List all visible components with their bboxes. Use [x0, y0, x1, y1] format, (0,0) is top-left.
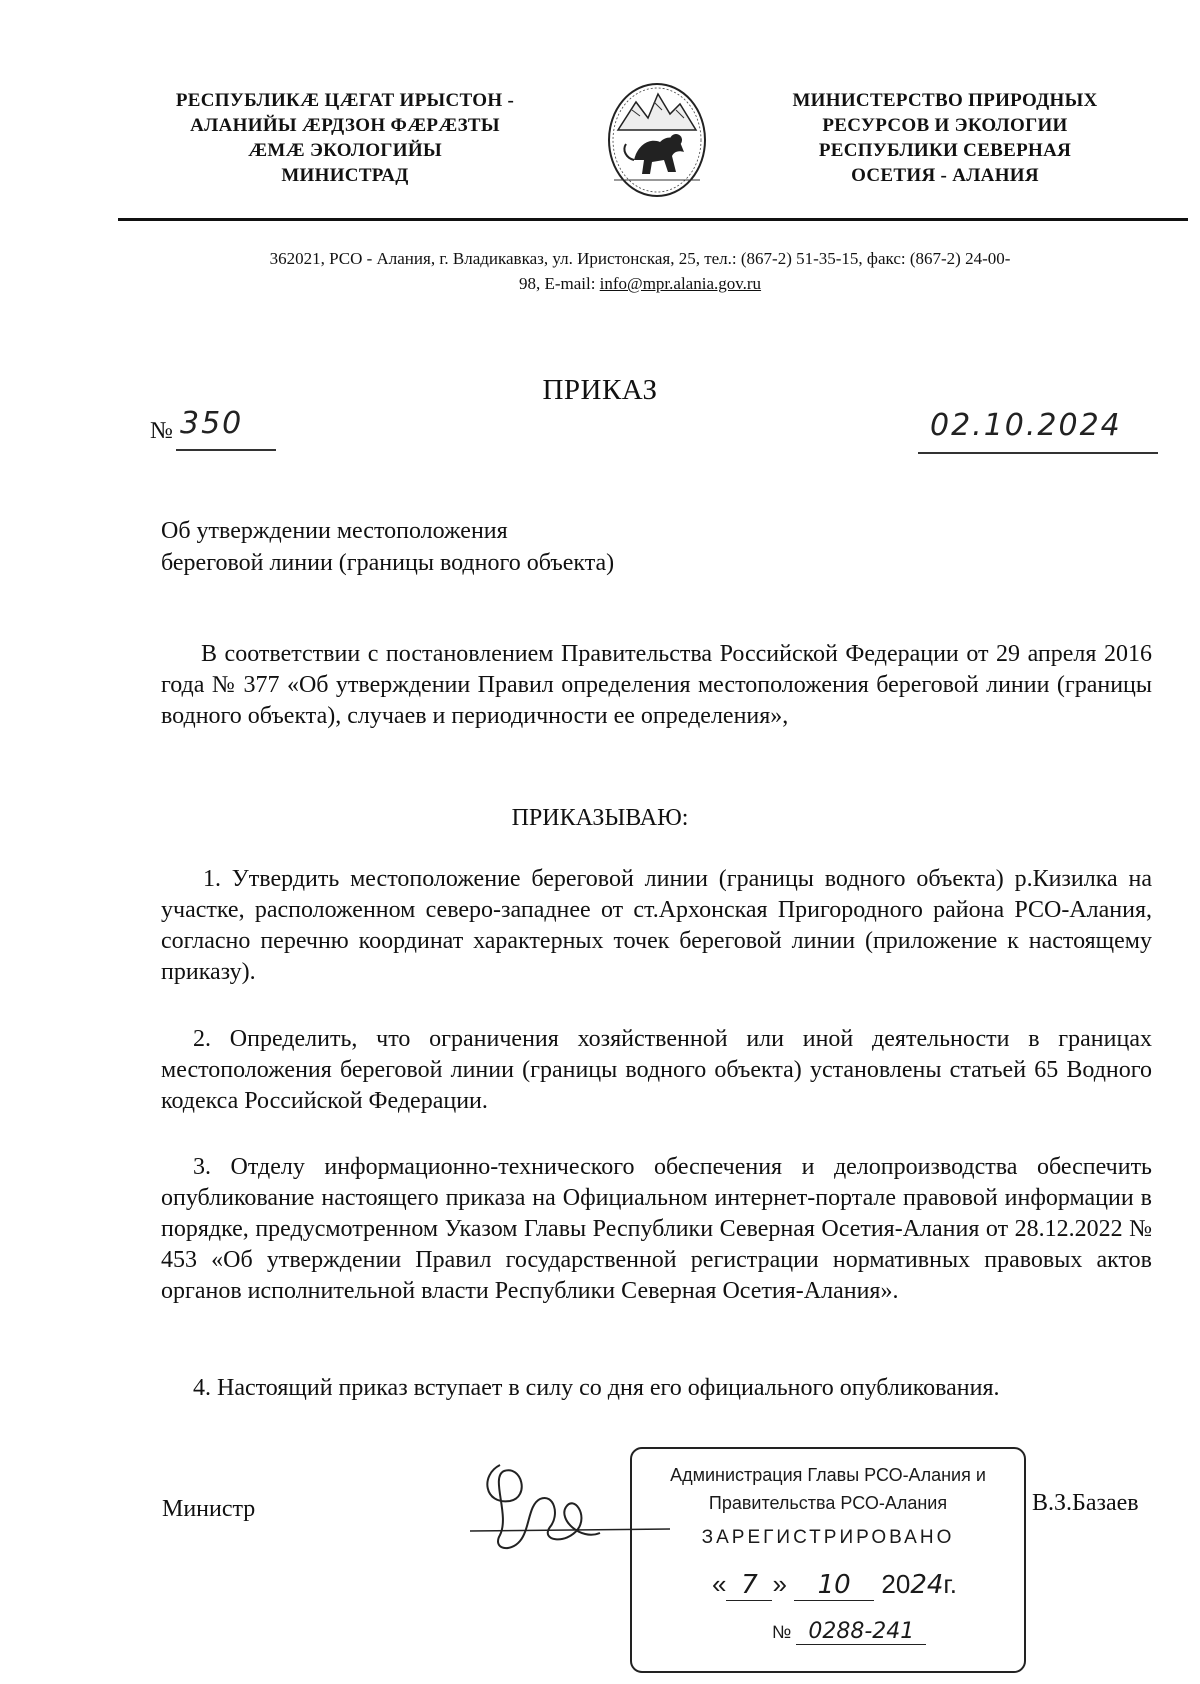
stamp-registered: ЗАРЕГИСТРИРОВАНО — [701, 1527, 955, 1548]
order-date: 02.10.2024 — [930, 408, 1122, 443]
header-divider — [118, 218, 1188, 221]
header-right-line: ОСЕТИЯ - АЛАНИЯ — [851, 165, 1039, 186]
stamp-day: 7 — [726, 1570, 772, 1601]
stamp-org-line-1: Администрация Главы РСО-Алания и — [670, 1465, 986, 1485]
stamp-date: « 7 » 10 2024г. — [712, 1569, 957, 1600]
header-left-line: РЕСПУБЛИКÆ ЦÆГАТ ИРЫСТОН - — [175, 90, 515, 111]
subject-line: Об утверждении местоположения — [161, 518, 508, 544]
header-right-line: МИНИСТЕРСТВО ПРИРОДНЫХ — [792, 90, 1098, 111]
signatory-name: В.З.Базаев — [1032, 1490, 1139, 1516]
number-underline — [176, 449, 276, 451]
header-right-russian — [760, 88, 1130, 188]
document-title: ПРИКАЗ — [542, 374, 658, 406]
header-left-line: АЛАНИЙЫ ÆРДЗОН ФÆРÆЗТЫ — [190, 115, 500, 136]
header-right-line: РЕСПУБЛИКИ СЕВЕРНАЯ — [818, 140, 1072, 161]
order-heading: ПРИКАЗЫВАЮ: — [511, 805, 689, 831]
subject-line: береговой линии (границы водного объекта) — [161, 550, 615, 576]
document-subject — [161, 515, 614, 579]
order-item-2: 2. Определить, что ограничения хозяйственной или иной деятельности в границах местоположения береговой линии (границы водного объекта) установлены статьей 65 Водного кодекса Российской Федерации. — [161, 1026, 1152, 1114]
date-underline — [918, 452, 1158, 454]
address-line-2 — [140, 271, 1140, 296]
address-line: 362021, РСО - Алания, г. Владикавказ, ул. Иристонская, 25, тел.: (867-2) 51-35-15, факс: (867-2) 24-00- — [269, 249, 1011, 268]
stamp-year-prefix: 20 — [881, 1569, 911, 1599]
preamble-paragraph: В соответствии с постановлением Правительства Российской Федерации от 29 апреля 2016 года № 377 «Об утверждении Правил определения местоположения береговой линии (границы водного объекта), случаев и периодичности ее определения», — [161, 641, 1152, 729]
stamp-number — [772, 1619, 926, 1645]
stamp-year-mark: г. — [943, 1569, 957, 1599]
order-item-1: 1. Утвердить местоположение береговой линии (границы водного объекта) р.Кизилка на участке, расположенном северо-западнее от ст.Архонская Пригородного района РСО-Алания, согласно перечню координат характерных точек береговой линии (приложение к настоящему приказу). — [161, 866, 1152, 985]
stamp-org-line-2: Правительства РСО-Алания — [708, 1493, 948, 1513]
order-item-3: 3. Отделу информационно-технического обеспечения и делопроизводства обеспечить опубликование настоящего приказа на Официальном интернет-портале правовой информации в порядке, предусмотренном Указом Главы Республики Северная Осетия-Алания от 28.12.2022 № 453 «Об утверждении Правил государственной регистрации нормативных правовых актов органов исполнительной власти Республики Северная Осетия-Алания». — [161, 1154, 1152, 1304]
stamp-year-suffix: 24 — [910, 1570, 944, 1600]
email-link[interactable]: info@mpr.alania.gov.ru — [599, 274, 762, 293]
stamp-number-value: 0288-241 — [796, 1619, 926, 1645]
coat-of-arms-icon — [604, 80, 710, 200]
registration-stamp — [630, 1447, 1026, 1673]
number-label: № — [150, 418, 173, 444]
header-left-line: ÆМÆ ЭКОЛОГИЙЫ — [248, 140, 442, 161]
address-block — [140, 246, 1140, 296]
header-left-ossetian — [135, 88, 555, 188]
stamp-number-label: № — [772, 1622, 792, 1642]
order-item-4: 4. Настоящий приказ вступает в силу со дня его официального опубликования. — [193, 1375, 1000, 1401]
order-number: 350 — [180, 406, 244, 441]
header-right-line: РЕСУРСОВ И ЭКОЛОГИИ — [822, 115, 1068, 136]
signatory-role: Министр — [162, 1496, 256, 1522]
header-left-line: МИНИСТРАД — [281, 165, 409, 186]
stamp-month: 10 — [794, 1570, 874, 1601]
address-prefix: 98, E-mail: — [518, 274, 600, 293]
